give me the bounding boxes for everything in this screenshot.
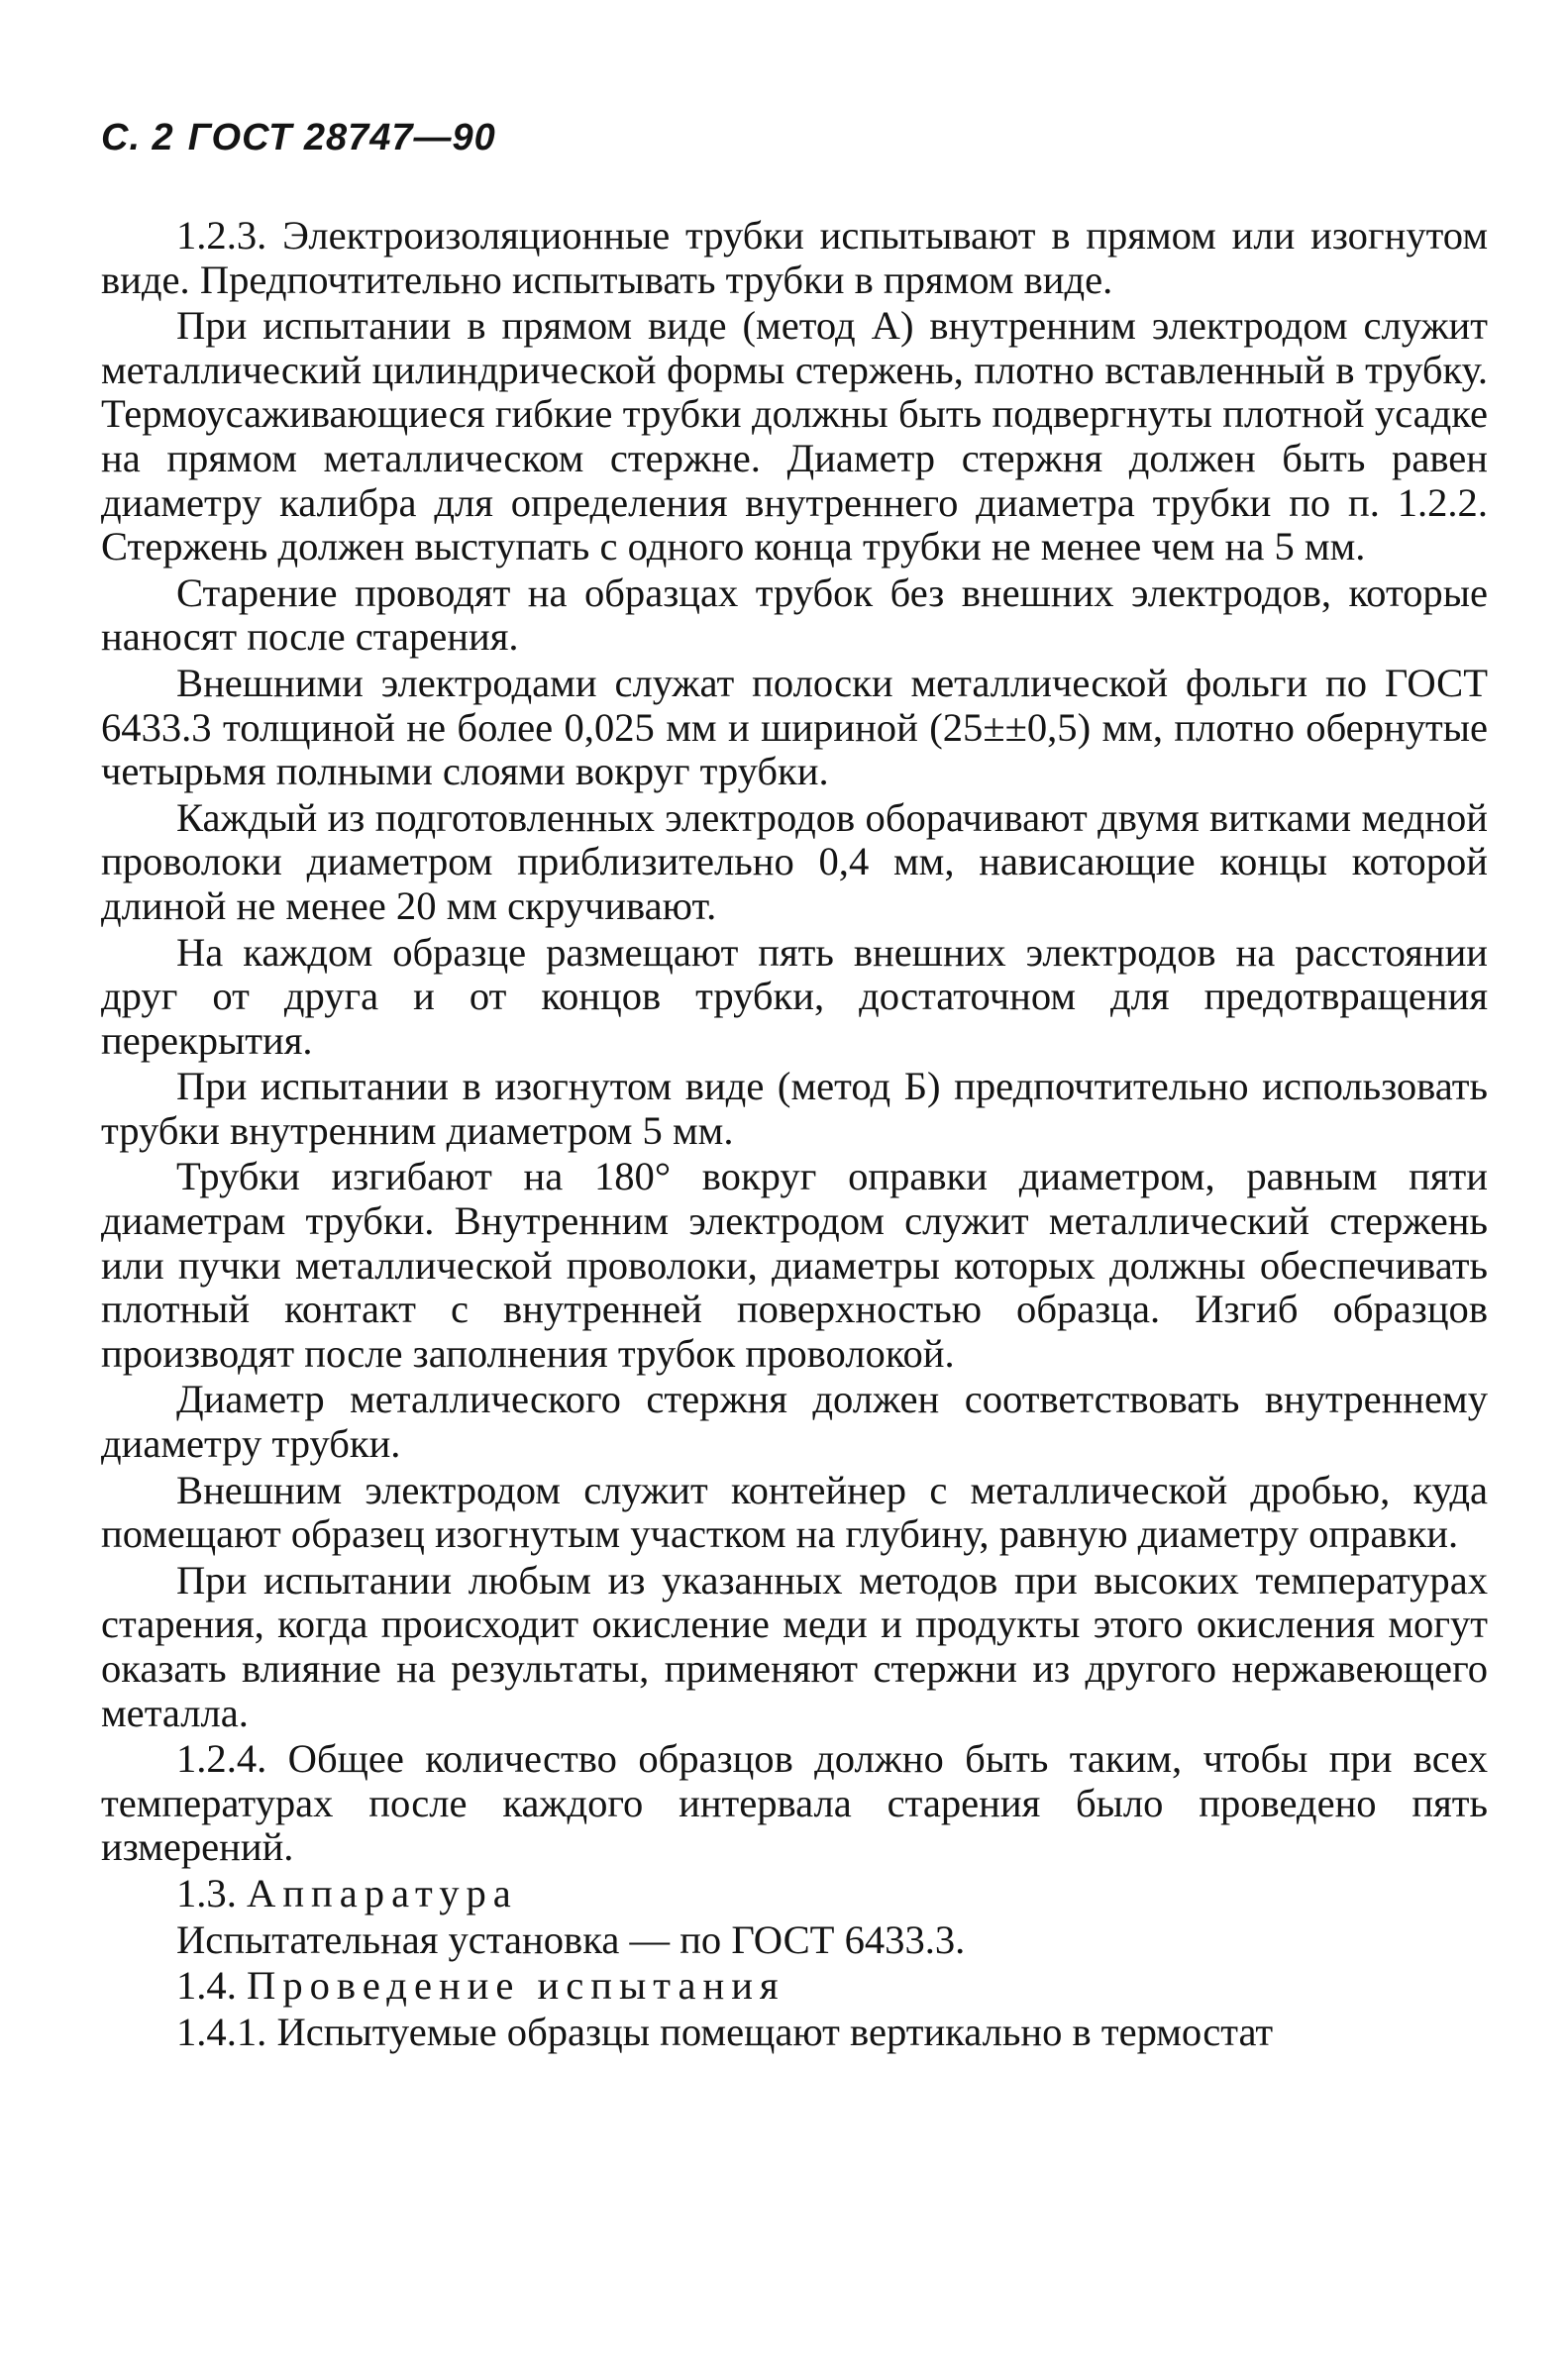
paragraph-high-temperature: При испытании любым из указанных методов при высоких температурах старения, когда происходит окисление меди и продукты этого окисления могут оказать влияние на результаты, применяют стержни из другого нержавеющего металла. xyxy=(101,1557,1488,1735)
paragraph-method-b: При испытании в изогнутом виде (метод Б) предпочтительно использовать трубки внутренним диаметром 5 мм. xyxy=(101,1064,1488,1153)
section-1-4-number: 1.4. xyxy=(176,1963,237,2009)
paragraph-external-electrodes: Внешними электродами служат полоски металлической фольги по ГОСТ 6433.3 толщиной не более 0,025 мм и шириной (25±±0,5) мм, плотно обернутые четырьмя полными слоями вокруг трубки. xyxy=(101,660,1488,794)
paragraph-electrode-placement: На каждом образце размещают пять внешних электродов на расстоянии друг от друга и от концов трубки, достаточном для предотвращения перекрытия. xyxy=(101,929,1488,1063)
section-1-3-number: 1.3. xyxy=(176,1870,237,1915)
paragraph-1-2-4: 1.2.4. Общее количество образцов должно быть таким, чтобы при всех температурах после каждого интервала старения было проведено пять измерений. xyxy=(101,1736,1488,1870)
section-1-3-title: Аппаратура xyxy=(247,1870,518,1915)
paragraph-aging: Старение проводят на образцах трубок без внешних электродов, которые наносят после старения. xyxy=(101,569,1488,660)
paragraph-wire-wrapping: Каждый из подготовленных электродов оборачивают двумя витками медной проволоки диаметром приблизительно 0,4 мм, нависающие концы которой длиной не менее 20 мм скручивают. xyxy=(101,794,1488,928)
paragraph-1-4-1: 1.4.1. Испытуемые образцы помещают вертикально в термостат xyxy=(176,2009,1274,2054)
section-1-3-heading xyxy=(101,1872,1488,1916)
section-1-4-title: Проведение испытания xyxy=(247,1963,785,2009)
standard-number: ГОСТ 28747—90 xyxy=(187,117,496,158)
page-label: С. 2 xyxy=(101,117,174,158)
paragraph-bending: Трубки изгибают на 180° вокруг оправки диаметром, равным пяти диаметрам трубки. Внутренним электродом служит металлический стержень или пучки металлической проволоки, диаметры которых должны обеспечивать плотный контакт с внутренней поверхностью образца. Изгиб образцов производят после заполнения трубок проволокой. xyxy=(101,1154,1488,1376)
section-1-4-heading xyxy=(101,1964,1488,2009)
paragraph-method-a: При испытании в прямом виде (метод А) внутренним электродом служит металлический цилиндрической формы стержень, плотно вставленный в трубку. Термоусаживающиеся гибкие трубки должны быть подвергнуты плотной усадке на прямом металлическом стержне. Диаметр стержня должен быть равен диаметру калибра для определения внутреннего диаметра трубки по п. 1.2.2. Стержень должен выступать с одного конца трубки не менее чем на 5 мм. xyxy=(101,303,1488,569)
body-text xyxy=(101,214,1488,2056)
paragraph-rod-diameter: Диаметр металлического стержня должен соответствовать внутреннему диаметру трубки. xyxy=(101,1377,1488,1467)
paragraph-1-2-3: 1.2.3. Электроизоляционные трубки испытывают в прямом или изогнутом виде. Предпочтительно испытывать трубки в прямом виде. xyxy=(101,213,1488,302)
section-1-3-text: Испытательная установка — по ГОСТ 6433.3. xyxy=(176,1916,966,1962)
paragraph-container-electrode: Внешним электродом служит контейнер с металлической дробью, куда помещают образец изогнутым участком на глубину, равную диаметру оправки. xyxy=(101,1467,1488,1557)
page-header xyxy=(101,117,510,159)
